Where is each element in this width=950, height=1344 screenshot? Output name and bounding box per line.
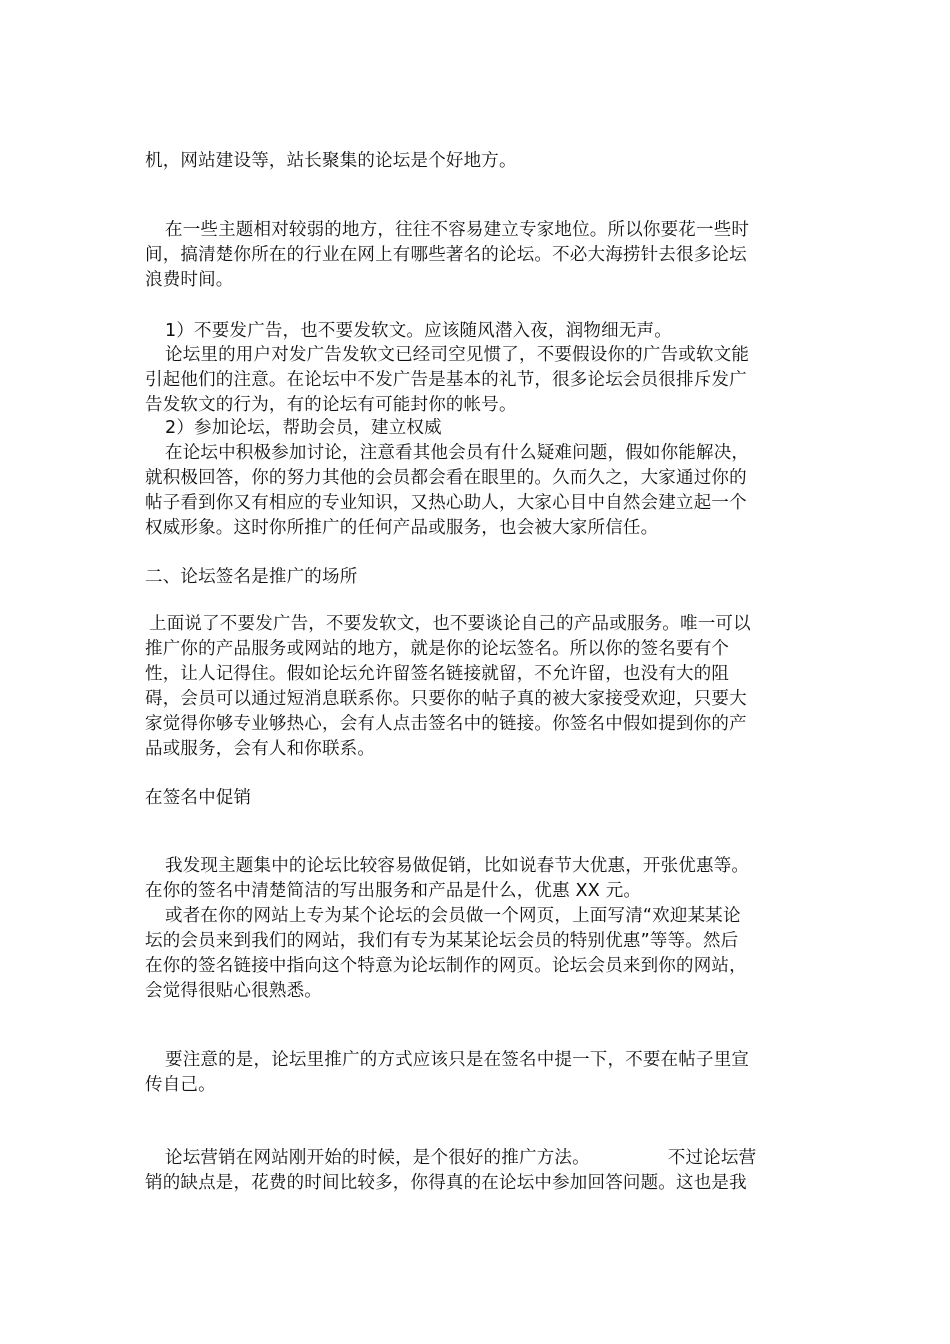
text-line: 会觉得很贴心很熟悉。 xyxy=(145,981,322,1001)
paragraph-line: 论坛里的用户对发广告发软文已经司空见惯了，不要假设你的广告或软文能 xyxy=(165,345,750,365)
text-line: 机，网站建设等，站长聚集的论坛是个好地方。 xyxy=(145,151,517,171)
text-line: 告发软文的行为，有的论坛有可能封你的帐号。 xyxy=(145,395,517,415)
paragraph-line: 在一些主题相对较弱的地方，往往不容易建立专家地位。所以你要花一些时 xyxy=(165,220,750,240)
section-heading: 在签名中促销 xyxy=(145,788,252,808)
text-line: 引起他们的注意。在论坛中不发广告是基本的礼节，很多论坛会员很排斥发广 xyxy=(145,370,747,390)
text-segment: 不过论坛营 xyxy=(667,1148,757,1168)
paragraph-line: 在论坛中积极参加讨论，注意看其他会员有什么疑难问题，假如你能解决， xyxy=(165,443,750,463)
text-line: 家觉得你够专业够热心，会有人点击签名中的链接。你签名中假如提到你的产 xyxy=(145,714,747,734)
text-line: 间，搞清楚你所在的行业在网上有哪些著名的论坛。不必大海捞针去很多论坛 xyxy=(145,245,747,265)
text-line: 传自己。 xyxy=(145,1075,216,1095)
paragraph-line: 上面说了不要发广告，不要发软文，也不要谈论自己的产品或服务。唯一可以 xyxy=(149,614,751,634)
paragraph-line: 要注意的是，论坛里推广的方式应该只是在签名中提一下，不要在帖子里宣 xyxy=(165,1050,750,1070)
text-line: 销的缺点是，花费的时间比较多，你得真的在论坛中参加回答问题。这也是我 xyxy=(145,1173,747,1193)
text-line: 帖子看到你又有相应的专业知识，又热心助人，大家心目中自然会建立起一个 xyxy=(145,493,747,513)
text-line: 就积极回答，你的努力其他的会员都会看在眼里的。久而久之，大家通过你的 xyxy=(145,468,747,488)
paragraph-line xyxy=(165,1146,845,1171)
text-line: 品或服务，会有人和你联系。 xyxy=(145,739,376,759)
text-line: 浪费时间。 xyxy=(145,270,234,290)
text-line: 性，让人记得住。假如论坛允许留签名链接就留，不允许留，也没有大的阻 xyxy=(145,664,730,684)
section-heading: 二、论坛签名是推广的场所 xyxy=(145,567,358,587)
list-item-heading: 2）参加论坛，帮助会员，建立权威 xyxy=(165,418,442,438)
paragraph-line: 我发现主题集中的论坛比较容易做促销，比如说春节大优惠，开张优惠等。 xyxy=(165,856,750,876)
text-line: 在你的签名中清楚简洁的写出服务和产品是什么，优惠 XX 元。 xyxy=(145,881,642,901)
paragraph-line: 或者在你的网站上专为某个论坛的会员做一个网页，上面写清“欢迎某某论 xyxy=(165,906,741,926)
text-line: 推广你的产品服务或网站的地方，就是你的论坛签名。所以你的签名要有个 xyxy=(145,639,730,659)
text-line: 在你的签名链接中指向这个特意为论坛制作的网页。论坛会员来到你的网站， xyxy=(145,956,747,976)
text-line: 坛的会员来到我们的网站，我们有专为某某论坛会员的特别优惠”等等。然后 xyxy=(145,931,739,951)
text-segment: 论坛营销在网站刚开始的时候，是个很好的推广方法。 xyxy=(165,1148,590,1168)
text-line: 碍，会员可以通过短消息联系你。只要你的帖子真的被大家接受欢迎，只要大 xyxy=(145,689,747,709)
text-line: 权威形象。这时你所推广的任何产品或服务，也会被大家所信任。 xyxy=(145,518,659,538)
list-item-heading: 1）不要发广告，也不要发软文。应该随风潜入夜，润物细无声。 xyxy=(165,321,672,341)
